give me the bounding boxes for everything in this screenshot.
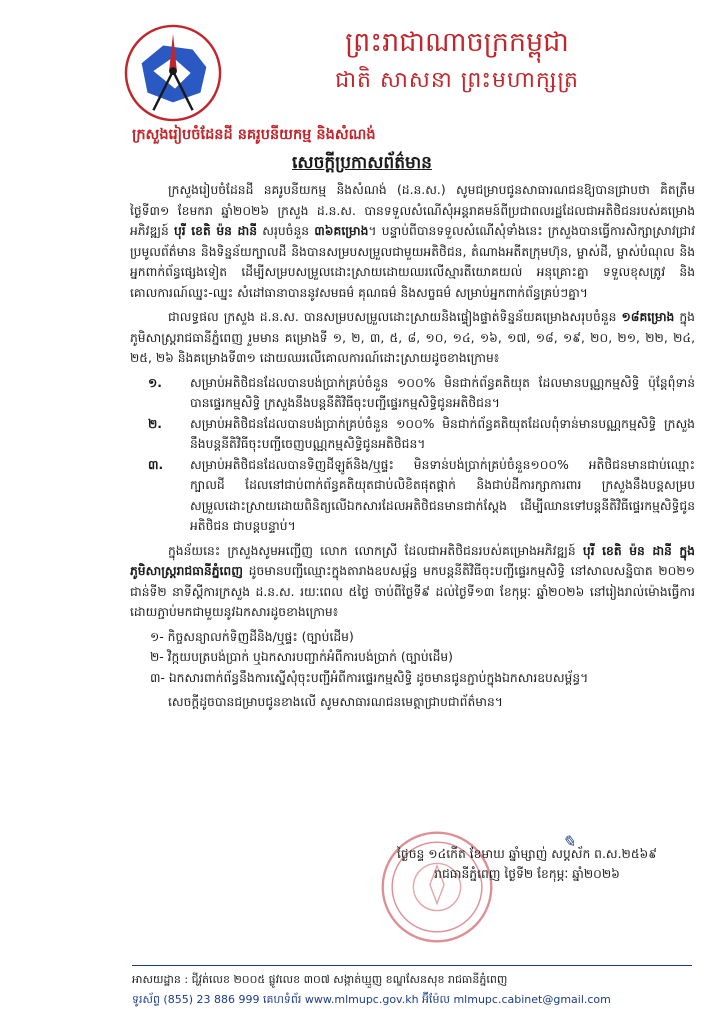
signature-mark-icon: ✎	[562, 832, 576, 851]
document-title: សេចក្តីប្រកាសព័ត៌មាន	[292, 153, 432, 173]
list-item: ២- វិក្កយបត្របង់ប្រាក់ ឬឯកសារបញ្ជាក់អំពីការបង់ប្រាក់ (ច្បាប់ដើម)	[150, 650, 453, 664]
footer-contact: ទូរស័ព្ទ (855) 23 886 999 គេហទំព័រ www.mlmupc.gov.kh អ៊ីម៉ែល mlmupc.cabinet@gmail.com	[132, 993, 611, 1006]
project-count: ៣៦គម្រោង	[314, 224, 369, 238]
page-footer	[132, 965, 692, 1010]
solar-date: រាជធានីភ្នំពេញ ថ្ងៃទី២ ខែកុម្ភៈ ឆ្នាំ២០២៦	[434, 867, 620, 881]
result-text-2: ក្នុងភូមិសាស្ត្ររាជធានីភ្នំពេញ រួមមាន គម្រោងទី ១, ២, ៣, ៥, ៨, ១០, ១៤, ១៦, ១៧, ១៨, ១៩, ២០, ២១, ២២, ២៤, ២៥, ២៦ និងគម្រោងទី៣១ ដោយឈរលើគោលការណ៍ដោះស្រាយដូចខាងក្រោម៖	[130, 310, 695, 365]
footer-address: អាសយដ្ឋាន : ជីវ្ហត់លេខ ២០០៥ ផ្លូវលេខ ៣០៧ សង្កាត់ឃ្មួញ ខណ្ឌសែនសុខ រាជធានីភ្នំពេញ	[132, 973, 508, 986]
list-item	[130, 455, 695, 537]
lunar-date: ថ្ងៃចន្ទ ១៤កើត ខែមាឃ ឆ្នាំម្សាញ់ សប្តស័ក ព.ស.២៥៦៩	[397, 847, 657, 861]
list-number: ១.	[148, 375, 162, 390]
list-item	[130, 414, 695, 455]
project-location: បុរី ខេតិ ម៉ន ដានី ក្នុងភូមិសាស្ត្ររាជធានីភ្នំពេញ	[130, 543, 695, 578]
paragraph-invitation	[130, 541, 695, 623]
resolved-count: ១៨គម្រោង	[621, 310, 675, 324]
list-number: ៣.	[148, 457, 164, 472]
list-number: ២.	[148, 416, 162, 431]
kingdom-title: ព្រះរាជាណាចក្រកម្ពុជា	[345, 27, 569, 58]
paragraph-result	[130, 307, 695, 369]
result-text: ជាលទ្ធផល ក្រសួង ដ.ន.ស. បានសម្របសម្រួលដោះស្រាយនិងផ្ទៀងផ្ទាត់ទិន្នន័យគម្រោងសរុបចំនួន	[168, 310, 622, 324]
list-text: សម្រាប់អតិថិជនដែលបានបង់ប្រាក់គ្រប់ចំនួន ១០០% មិនជាក់ព័ន្ធគតិយុត ដែលមានបណ្ណកម្មសិទ្ធិ ប៉ុន្តែពុំទាន់បានផ្ទេរកម្មសិទ្ធិ ក្រសួងនឹងបន្តនីតិវិធីចុះបញ្ជីផ្ទេរកម្មសិទ្ធិជូនអតិថិជន។	[190, 375, 695, 410]
ministry-logo-icon	[124, 24, 222, 122]
documents-list	[150, 627, 695, 689]
invitation-text: ក្នុងន័យនេះ ក្រសួងសូមអញ្ជើញ លោក លោកស្រី ដែលជាអតិថិជនរបស់គម្រោងអភិវឌ្ឍន៍	[168, 543, 583, 558]
project-name: បុរី ខេតិ ម៉ន ដានី	[174, 224, 258, 238]
list-item: ៣- ឯកសារពាក់ព័ន្ធនឹងការស្នើសុំចុះបញ្ជីអំពីការផ្ទេរកម្មសិទ្ធិ ដូចមានជូនភ្ជាប់ក្នុងឯកសារឧបសម្ព័ន្ធ។	[150, 670, 589, 685]
list-text: សម្រាប់អតិថិជនដែលបានបង់ប្រាក់គ្រប់ចំនួន ១០០% មិនជាក់ព័ន្ធគតិយុតដែលពុំទាន់មានបណ្ណកម្មសិទ្ធិ ក្រសួងនឹងបន្តនីតិវិធីចុះបញ្ជីចេញបណ្ណកម្មសិទ្ធិជូនអតិថិជន។	[190, 416, 695, 451]
principles-list	[130, 373, 695, 537]
list-item	[130, 373, 695, 414]
list-item: ១- កិច្ចសន្យាលក់ទិញដីនិង/ឬផ្ទះ (ច្បាប់ដើម)	[150, 629, 354, 644]
invitation-text-2: ដូចមានបញ្ជីឈ្មោះក្នុងតារាងឧបសម្ព័ន្ធ មកបន្តនីតិវិធីចុះបញ្ជីផ្ទេរកម្មសិទ្ធិ នៅសាលសន្និបាត ២០២១ ជាន់ទី២ នាទីស្តីការក្រសួង ដ.ន.ស. រយៈពេល ៥ថ្ងៃ ចាប់ពីថ្ងៃទី៩ ដល់ថ្ងៃទី១៣ ខែកុម្ភៈ ឆ្នាំ២០២៦ នៅរៀងរាល់ម៉ោងធ្វើការ ដោយភ្ជាប់មកជាមួយនូវឯកសារដូចខាងក្រោម៖	[130, 564, 695, 619]
intro-text-2: សរុបចំនួន	[257, 224, 315, 238]
paragraph-intro	[130, 180, 695, 303]
national-motto: ជាតិ សាសនា ព្រះមហាក្សត្រ	[335, 68, 579, 93]
list-text: សម្រាប់អតិថិជនដែលបានទិញដីឡូត៍និង/ឬផ្ទះ មិនទាន់បង់ប្រាក់គ្រប់ចំនួន១០០% អតិថិជនមានជាប់ឈ្មោះក្បាលដី ដែលនៅជាប់ពាក់ព័ន្ធគតិយុតជាប់លិខិតផុតផ្តាក់ និងជាប់ដីការក្សាការពារ ក្រសួងនឹងបន្តសម្របសម្រួលដោះស្រាយដោយពិនិត្យលើឯកសារដែលអតិថិជនមានជាក់ស្តែង ដើម្បីឈានទៅបន្តនីតិវិធីផ្ទេរកម្មសិទ្ធិជូនអតិថិជន ជាបន្តបន្ទាប់។	[190, 457, 695, 533]
ministry-name: ក្រសួងរៀបចំដែនដី នគរូបនីយកម្ម និងសំណង់	[132, 127, 376, 143]
document-body	[130, 180, 695, 717]
intro-text-3: ។ បន្ទាប់ពីបានទទួលសំណើសុំទាំងនេះ ក្រសួងបានធ្វើការសិក្សាស្រាវជ្រាវប្រមូលព័ត៌មាន និងទិន្នន័យក្បាលដី និងបានសម្របសម្រួលជាមួយអតិថិជន, តំណាងអតីតក្រុមហ៊ុន, ម្ចាស់ដី, ម្ចាស់បំណុល និងអ្នកពាក់ព័ន្ធផ្សេងទៀត ដើម្បីសម្របសម្រួលដោះស្រាយដោយឈរលើស្មារតីយោគយល់ អនុគ្រោះគ្នា ទទួលខុសត្រូវ និងគោលការណ៍ឈ្នះ-ឈ្នះ សំដៅធានាបាននូវសមធម៌ គុណធម៌ និងសច្ចធម៌ សម្រាប់អ្នកពាក់ព័ន្ធគ្រប់ៗគ្នា។	[130, 224, 695, 300]
date-block	[362, 844, 692, 884]
closing-statement: សេចក្តីដូចបានជម្រាបជូនខាងលើ សូមសាធារណជនមេត្តាជ្រាបជាព័ត៌មាន។	[168, 695, 503, 709]
intro-text: ក្រសួងរៀបចំដែនដី នគរូបនីយកម្ម និងសំណង់ (ដ.ន.ស.) សូមជម្រាបជូនសាធារណជនឱ្យបានជ្រាបថា គិតត្រឹមថ្ងៃទី៣១ ខែមករា ឆ្នាំ២០២៦ ក្រសួង ដ.ន.ស. បានទទួលសំណើសុំអន្តរាគមន៍ពីប្រជាពលរដ្ឋដែលជាអតិថិជនរបស់គម្រោងអភិវឌ្ឍន៍	[130, 183, 695, 238]
